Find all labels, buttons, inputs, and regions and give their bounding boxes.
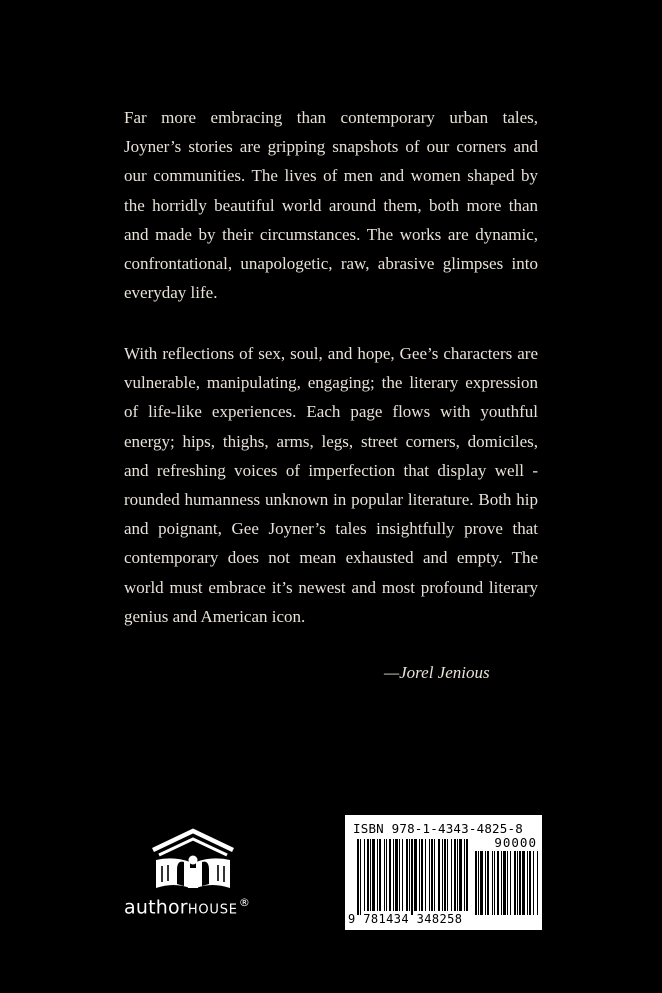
blurb-attribution: —Jorel Jenious (384, 663, 490, 682)
barcode-digits: 9 781434 348258 (348, 912, 463, 926)
publisher-name-lower: author (124, 896, 188, 919)
isbn-barcode (345, 815, 542, 930)
publisher-logo (124, 826, 274, 926)
book-house-icon (150, 826, 236, 892)
isbn-label: ISBN 978-1-4343-4825-8 (353, 821, 523, 836)
registered-mark: ® (238, 896, 251, 909)
price-code: 90000 (494, 835, 537, 850)
publisher-wordmark (124, 896, 250, 918)
publisher-name-upper: HOUSE (187, 902, 238, 918)
blurb-paragraph-1: Far more embracing than contemporary urban tales, Joyner’s stories are gripping snapshots of our corners and our communities. The lives of men and women shaped by the horridly beautiful world around them, both more than and made by their circumstances. The works are dynamic, confrontational, unapologetic, raw, abrasive glimpses into everyday life. (124, 108, 538, 303)
blurb-paragraph-2: With reflections of sex, soul, and hope, Gee’s characters are vulnerable, manipulating, engaging; the literary expression of life-like experiences. Each page flows with youthful energy; hips, thighs, arms, legs, street corners, domiciles, and refreshing voices of imperfection that display well -rounded humanness unknown in popular literature. Both hip and poignant, Gee Joyner’s tales insightfully prove that contemporary does not mean exhausted and empty. The world must embrace it’s newest and most profound literary genius and American icon. (124, 344, 538, 626)
